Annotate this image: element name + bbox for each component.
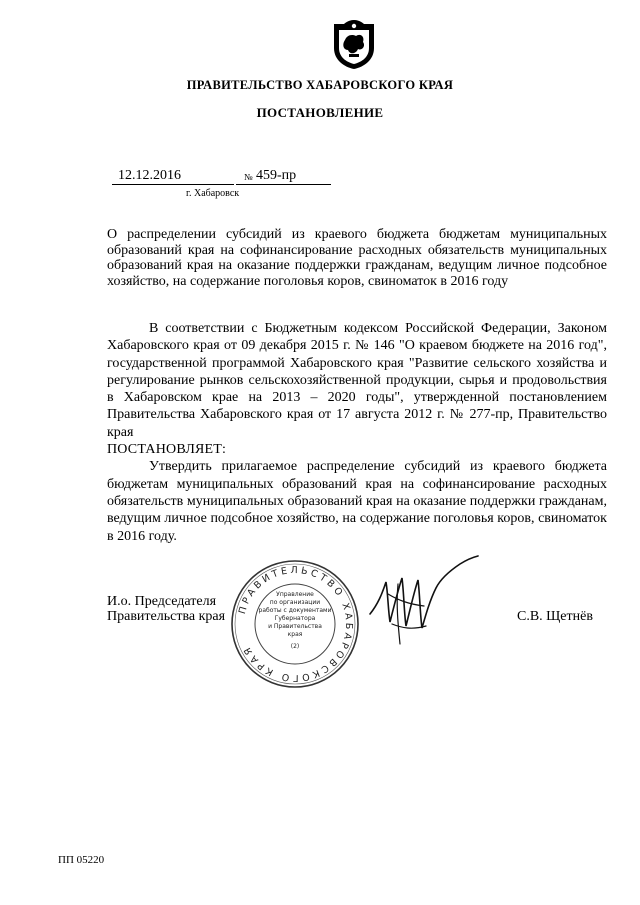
number-underline bbox=[236, 184, 331, 185]
stamp-line-5: и Правительства bbox=[268, 623, 322, 630]
stamp-line-4: Губернатора bbox=[274, 615, 316, 622]
stamp-line-1: Управление bbox=[276, 591, 314, 598]
signer-title bbox=[107, 594, 225, 624]
stamp-line-6: края bbox=[287, 631, 303, 638]
coat-of-arms-icon bbox=[330, 18, 378, 70]
signer-title-line2: Правительства края bbox=[107, 609, 226, 624]
preamble-paragraph: В соответствии с Бюджетным кодексом Российской Федерации, Законом Хабаровского края от 09 декабря 2015 г. № 146 "О краевом бюджете на 2016 год", государственной программой Хабаровского края "Развитие сельского хозяйства и регулирование рынков сельскохозяйственной продукции, сырья и продовольствия в Хабаровском крае на 2013 – 2020 годы", утвержденной постановлением Правительства Хабаровского края от 17 августа 2012 г. № 277-пр, Правительство края bbox=[107, 321, 607, 440]
signer-title-line1: И.о. Председателя bbox=[107, 594, 217, 609]
decree-paragraph: Утвердить прилагаемое распределение субсидий из краевого бюджета бюджетам муниципальных образований края на софинансирование расходных обязательств муниципальных образований края на оказание поддержки гражданам, ведущим личное подсобное хозяйство, на содержание поголовья коров, свиноматок в 2016 году. bbox=[107, 459, 607, 544]
document-city: г. Хабаровск bbox=[186, 188, 240, 199]
official-stamp bbox=[228, 558, 362, 690]
footer-code: ПП 05220 bbox=[58, 854, 105, 866]
document-number: 459-пр bbox=[256, 168, 297, 183]
document-type: ПОСТАНОВЛЕНИЕ bbox=[256, 105, 384, 120]
document-date: 12.12.2016 bbox=[118, 168, 181, 183]
document-subject: О распределении субсидий из краевого бюджета бюджетам муниципальных образований края на софинансирование расходных обязательств муниципальных образований края на оказание поддержки гражданам, ведущим личное подсобное хозяйство, на содержание поголовья коров, свиноматок в 2016 году bbox=[107, 227, 607, 289]
decree-word: ПОСТАНОВЛЯЕТ: bbox=[107, 442, 227, 458]
stamp-ring-text: ПРАВИТЕЛЬСТВО ХАБАРОВСКОГО КРАЯ bbox=[236, 564, 355, 684]
stamp-line-7: (2) bbox=[290, 643, 300, 650]
signer-name: С.В. Щетнёв bbox=[517, 609, 593, 624]
stamp-line-2: по организации bbox=[269, 599, 321, 606]
government-title: ПРАВИТЕЛЬСТВО ХАБАРОВСКОГО КРАЯ bbox=[186, 78, 454, 92]
number-sign: № bbox=[244, 172, 253, 182]
handwritten-signature bbox=[368, 554, 480, 654]
date-underline bbox=[112, 184, 234, 185]
stamp-line-3: работы с документами bbox=[258, 607, 332, 614]
document-body bbox=[107, 320, 607, 545]
